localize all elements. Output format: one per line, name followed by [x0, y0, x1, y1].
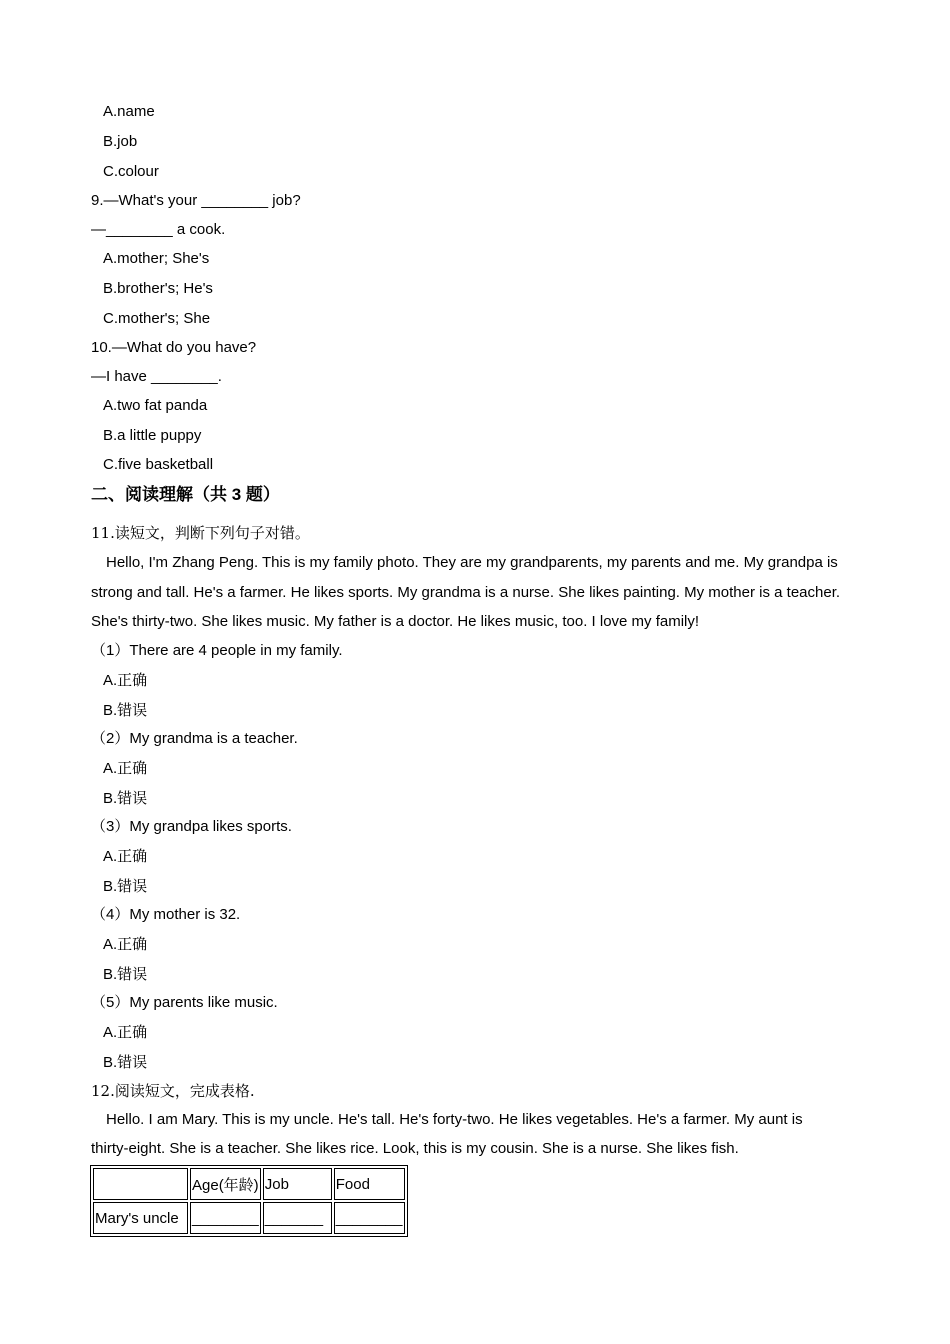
answer-table — [90, 1165, 408, 1237]
q11-item-4-stem: （4）My mother is 32. — [91, 906, 241, 923]
q11-instruction: 11.读短文，判断下列句子对错。 — [91, 524, 310, 542]
q11-item-5-option-a: A.正确 — [103, 1024, 148, 1041]
q10-option-b: B.a little puppy — [103, 427, 202, 444]
q8-option-b: B.job — [103, 133, 138, 150]
table-blank-cell: ________ — [190, 1202, 261, 1234]
q11-item-5-stem: （5）My parents like music. — [91, 994, 278, 1011]
table-header-row — [93, 1168, 405, 1200]
table-cell: Mary's uncle — [93, 1202, 188, 1234]
q11-item-3-option-a: A.正确 — [103, 848, 148, 865]
q12-instruction: 12.阅读短文，完成表格. — [91, 1082, 255, 1100]
q12-passage-line: Hello. I am Mary. This is my uncle. He's tall. He's forty-two. He likes vegetables. He's a farmer. My aunt is — [106, 1111, 803, 1128]
q11-item-3-option-b: B.错误 — [103, 878, 148, 895]
table-header-cell: Food — [334, 1168, 405, 1200]
q11-item-4-option-b: B.错误 — [103, 966, 148, 983]
q11-item-5-option-b: B.错误 — [103, 1054, 148, 1071]
table-header-cell: Age(年龄) — [190, 1168, 261, 1200]
q8-option-a: A.name — [103, 103, 155, 120]
q11-item-4-option-a: A.正确 — [103, 936, 148, 953]
table-blank-cell: _______ — [263, 1202, 332, 1234]
table-header-cell: Job — [263, 1168, 332, 1200]
q11-item-1-stem: （1）There are 4 people in my family. — [91, 642, 343, 659]
q11-item-1-option-b: B.错误 — [103, 702, 148, 719]
q11-item-2-option-b: B.错误 — [103, 790, 148, 807]
q10-option-a: A.two fat panda — [103, 397, 208, 414]
q11-passage-line: Hello, I'm Zhang Peng. This is my family photo. They are my grandparents, my parents and me. My grandpa is — [106, 554, 838, 571]
q11-passage-line: She's thirty-two. She likes music. My father is a doctor. He likes music, too. I love my family! — [91, 613, 700, 630]
q9-line2: —________ a cook. — [91, 221, 226, 238]
q9-option-c: C.mother's; She — [103, 310, 211, 327]
q11-item-1-option-a: A.正确 — [103, 672, 148, 689]
table-header-cell — [93, 1168, 188, 1200]
q9-option-a: A.mother; She's — [103, 250, 210, 267]
q11-passage-line: strong and tall. He's a farmer. He likes sports. My grandma is a nurse. She likes painting. My mother is a teacher. — [91, 584, 841, 601]
q10-line1: 10.—What do you have? — [91, 339, 257, 356]
q12-passage-line: thirty-eight. She is a teacher. She likes rice. Look, this is my cousin. She is a nurse. She likes fish. — [91, 1140, 739, 1157]
table-blank-cell: ________ — [334, 1202, 405, 1234]
q9-line1: 9.—What's your ________ job? — [91, 192, 301, 209]
q11-item-2-stem: （2）My grandma is a teacher. — [91, 730, 298, 747]
table-row — [93, 1202, 405, 1234]
q11-item-3-stem: （3）My grandpa likes sports. — [91, 818, 292, 835]
section-heading: 二、阅读理解（共 3 题） — [91, 485, 280, 504]
q9-option-b: B.brother's; He's — [103, 280, 213, 297]
q11-item-2-option-a: A.正确 — [103, 760, 148, 777]
q8-option-c: C.colour — [103, 163, 159, 180]
q10-option-c: C.five basketball — [103, 456, 214, 473]
q10-line2: —I have ________. — [91, 368, 222, 385]
